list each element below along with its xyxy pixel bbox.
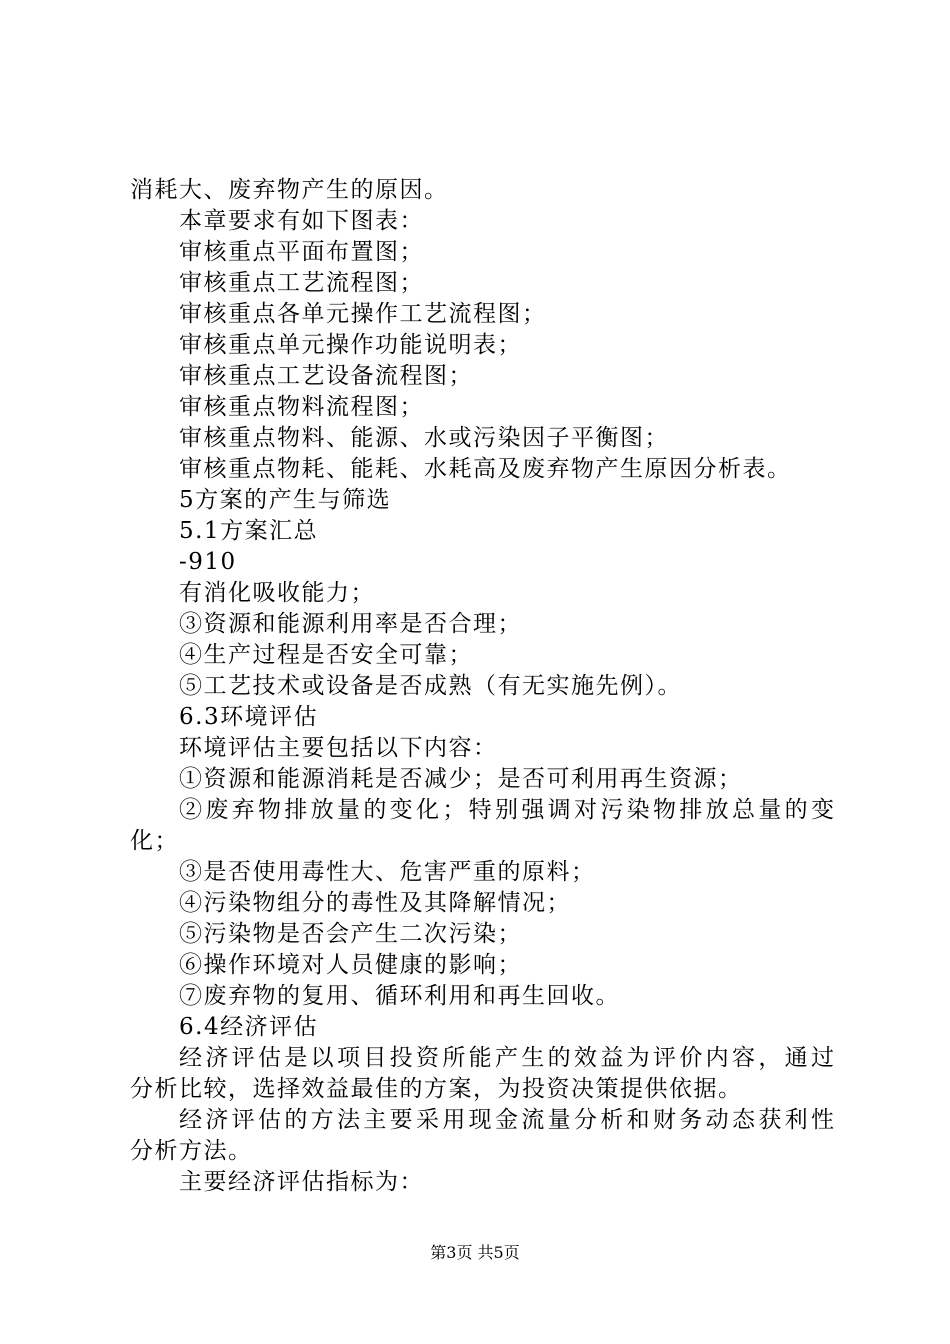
text-line: 消耗大、废弃物产生的原因。: [130, 177, 449, 203]
page-footer: [0, 1243, 950, 1263]
document-body: [130, 175, 835, 1198]
text-line: 审核重点工艺设备流程图；: [179, 363, 473, 389]
text-line: 有消化吸收能力；: [179, 580, 375, 606]
text-line: 6.3环境评估: [179, 704, 319, 730]
page-number-label: 第3页 共5页: [430, 1243, 520, 1262]
text-line: 审核重点物耗、能耗、水耗高及废弃物产生原因分析表。: [179, 456, 792, 482]
text-line: 6.4经济评估: [179, 1014, 319, 1040]
text-line: ⑤污染物是否会产生二次污染；: [179, 921, 522, 947]
text-line: 审核重点物料流程图；: [179, 394, 424, 420]
text-line: 5方案的产生与筛选: [179, 487, 392, 513]
text-line: ④生产过程是否安全可靠；: [179, 642, 473, 668]
text-line: 本章要求有如下图表：: [179, 208, 424, 234]
text-line: ③是否使用毒性大、危害严重的原料；: [179, 859, 596, 885]
text-line: -910: [179, 549, 237, 575]
text-line: 审核重点物料、能源、水或污染因子平衡图；: [179, 425, 669, 451]
text-line: ③资源和能源利用率是否合理；: [179, 611, 522, 637]
text-line: 化；: [130, 828, 179, 854]
text-line: 经济评估是以项目投资所能产生的效益为评价内容，通过: [179, 1045, 835, 1071]
text-line: 经济评估的方法主要采用现金流量分析和财务动态获利性: [179, 1107, 835, 1133]
text-line: 分析比较，选择效益最佳的方案，为投资决策提供依据。: [130, 1076, 743, 1102]
text-line: 环境评估主要包括以下内容：: [179, 735, 498, 761]
text-line: ①资源和能源消耗是否减少；是否可利用再生资源；: [179, 766, 743, 792]
text-line: 审核重点工艺流程图；: [179, 270, 424, 296]
text-line: ⑦废弃物的复用、循环利用和再生回收。: [179, 983, 620, 1009]
text-line: 5.1方案汇总: [179, 518, 319, 544]
text-line: 主要经济评估指标为：: [179, 1169, 424, 1195]
text-line: 分析方法。: [130, 1138, 253, 1164]
text-line: ②废弃物排放量的变化；特别强调对污染物排放总量的变: [179, 797, 835, 823]
text-line: ⑥操作环境对人员健康的影响；: [179, 952, 522, 978]
text-line: 审核重点单元操作功能说明表；: [179, 332, 522, 358]
text-line: 审核重点各单元操作工艺流程图；: [179, 301, 547, 327]
text-line: ⑤工艺技术或设备是否成熟（有无实施先例）。: [179, 673, 682, 699]
text-line: ④污染物组分的毒性及其降解情况；: [179, 890, 571, 916]
text-line: 审核重点平面布置图；: [179, 239, 424, 265]
